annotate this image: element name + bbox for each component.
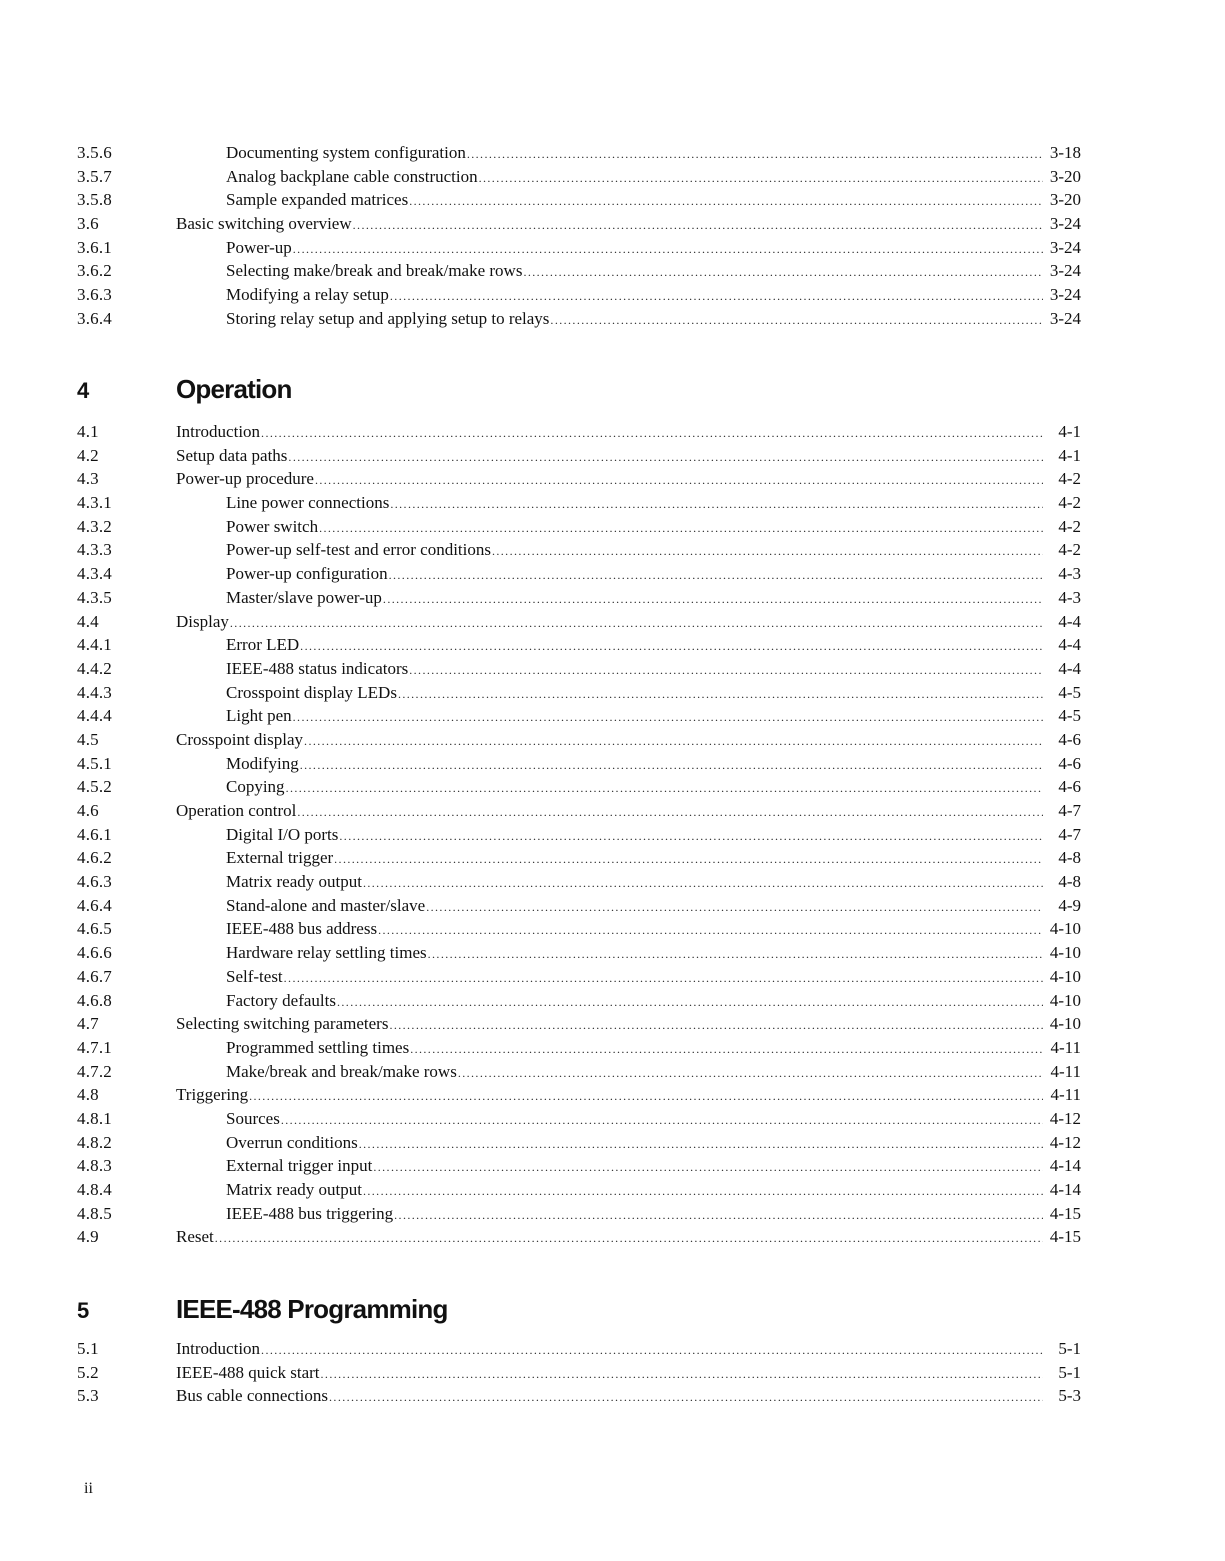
toc-entry-page: 4-2 bbox=[1058, 516, 1081, 536]
toc-entry[interactable] bbox=[77, 307, 1081, 331]
toc-entry[interactable] bbox=[77, 846, 1081, 870]
chapter-5-heading bbox=[77, 1294, 448, 1325]
toc-entry-number: 4.9 bbox=[77, 1227, 99, 1247]
toc-entry-body bbox=[176, 1337, 1081, 1363]
toc-entry-number: 4.6.1 bbox=[77, 824, 112, 844]
dot-leader bbox=[410, 1038, 1043, 1062]
toc-entry-number: 4.6.4 bbox=[77, 895, 112, 915]
toc-entry-page: 4-8 bbox=[1058, 872, 1081, 892]
toc-entry-number: 4.5.1 bbox=[77, 753, 112, 773]
toc-entry-number: 4.3.4 bbox=[77, 564, 112, 584]
toc-entry-body bbox=[176, 894, 1081, 920]
toc-entry-title: Selecting make/break and break/make rows bbox=[226, 261, 523, 281]
toc-entry-body bbox=[176, 586, 1081, 612]
toc-entry-body bbox=[176, 444, 1081, 470]
dot-leader bbox=[383, 588, 1043, 612]
toc-entry[interactable] bbox=[77, 752, 1081, 776]
toc-entry-body bbox=[176, 728, 1081, 754]
toc-entry[interactable] bbox=[77, 870, 1081, 894]
dot-leader bbox=[297, 801, 1043, 825]
toc-entry[interactable] bbox=[77, 1384, 1081, 1408]
toc-entry-body bbox=[176, 941, 1081, 967]
dot-leader bbox=[550, 309, 1043, 333]
toc-entry-body bbox=[176, 1131, 1081, 1157]
toc-entry-page: 4-8 bbox=[1058, 848, 1081, 868]
toc-entry[interactable] bbox=[77, 1154, 1081, 1178]
toc-entry-page: 4-10 bbox=[1049, 1014, 1081, 1034]
toc-entry-body bbox=[176, 752, 1081, 778]
toc-entry-body bbox=[176, 515, 1081, 541]
dot-leader bbox=[230, 612, 1043, 636]
toc-entry[interactable] bbox=[77, 212, 1081, 236]
chapter-title: IEEE-488 Programming bbox=[176, 1294, 448, 1324]
toc-entry-number: 4.4 bbox=[77, 611, 99, 631]
toc-entry-page: 4-6 bbox=[1058, 777, 1081, 797]
toc-entry-title: Overrun conditions bbox=[226, 1132, 358, 1152]
toc-entry-title: Power-up configuration bbox=[226, 564, 388, 584]
toc-entry-page: 4-3 bbox=[1058, 587, 1081, 607]
toc-entry-body bbox=[176, 1202, 1081, 1228]
toc-entry-number: 4.8.3 bbox=[77, 1156, 112, 1176]
toc-entry-title: Storing relay setup and applying setup to relays bbox=[226, 308, 550, 328]
toc-entry[interactable] bbox=[77, 823, 1081, 847]
toc-entry-body bbox=[176, 633, 1081, 659]
toc-section-5 bbox=[77, 1337, 1081, 1408]
dot-leader bbox=[523, 261, 1043, 285]
dot-leader bbox=[359, 1133, 1043, 1157]
toc-entry-number: 4.6.3 bbox=[77, 872, 112, 892]
toc-entry[interactable] bbox=[77, 259, 1081, 283]
dot-leader bbox=[288, 446, 1043, 470]
toc-entry[interactable] bbox=[77, 141, 1081, 165]
toc-entry-title: Make/break and break/make rows bbox=[226, 1061, 457, 1081]
toc-entry-page: 4-11 bbox=[1050, 1085, 1081, 1105]
toc-entry[interactable] bbox=[77, 965, 1081, 989]
dot-leader bbox=[378, 919, 1043, 943]
toc-entry-body bbox=[176, 610, 1081, 636]
toc-entry-body bbox=[176, 1178, 1081, 1204]
toc-entry-number: 4.4.2 bbox=[77, 658, 112, 678]
toc-entry-number: 3.5.7 bbox=[77, 166, 112, 186]
toc-entry-number: 4.3.5 bbox=[77, 587, 112, 607]
toc-entry-title: IEEE-488 bus address bbox=[226, 919, 378, 939]
toc-entry-title: Crosspoint display LEDs bbox=[226, 682, 397, 702]
toc-entry-body bbox=[176, 989, 1081, 1015]
toc-entry-number: 4.3.1 bbox=[77, 493, 112, 513]
toc-entry-title: Documenting system configuration bbox=[226, 143, 466, 162]
toc-entry-page: 4-1 bbox=[1058, 422, 1081, 441]
toc-entry[interactable] bbox=[77, 941, 1081, 965]
toc-entry-number: 3.6.4 bbox=[77, 308, 112, 328]
page-folio: ii bbox=[84, 1480, 93, 1497]
chapter-number: 5 bbox=[77, 1298, 90, 1323]
toc-entry-number: 4.6.6 bbox=[77, 943, 112, 963]
toc-entry-number: 4.3 bbox=[77, 469, 99, 489]
toc-entry-body bbox=[176, 538, 1081, 564]
toc-entry-body bbox=[176, 212, 1081, 238]
toc-entry-page: 4-2 bbox=[1058, 493, 1081, 513]
dot-leader bbox=[389, 1014, 1043, 1038]
dot-leader bbox=[334, 848, 1043, 872]
toc-entry-body bbox=[176, 1083, 1081, 1109]
toc-entry-body bbox=[176, 420, 1081, 446]
toc-entry-number: 3.6.3 bbox=[77, 285, 112, 305]
toc-entry[interactable] bbox=[77, 799, 1081, 823]
toc-entry-page: 4-2 bbox=[1058, 540, 1081, 560]
toc-entry-title: Sample expanded matrices bbox=[226, 190, 409, 210]
dot-leader bbox=[428, 943, 1043, 967]
dot-leader bbox=[426, 896, 1043, 920]
dot-leader bbox=[409, 659, 1043, 683]
toc-entry-number: 4.2 bbox=[77, 445, 99, 465]
dot-leader bbox=[293, 706, 1043, 730]
toc-entry-title: Basic switching overview bbox=[176, 214, 352, 234]
toc-entry-title: Reset bbox=[176, 1227, 214, 1247]
chapter-title: Operation bbox=[176, 374, 292, 404]
toc-entry-number: 4.4.1 bbox=[77, 635, 112, 655]
toc-entry-body bbox=[176, 141, 1081, 167]
toc-entry-title: Light pen bbox=[226, 706, 292, 726]
toc-entry-number: 4.6 bbox=[77, 801, 99, 820]
toc-entry-body bbox=[176, 681, 1081, 707]
toc-entry-body bbox=[176, 704, 1081, 730]
toc-entry-body bbox=[176, 965, 1081, 991]
toc-entry-title: Power-up self-test and error conditions bbox=[226, 540, 491, 560]
toc-entry[interactable] bbox=[77, 467, 1081, 491]
toc-entry-number: 4.6.2 bbox=[77, 848, 112, 868]
toc-entry-body bbox=[176, 1154, 1081, 1180]
toc-entry-page: 4-5 bbox=[1058, 682, 1081, 702]
toc-entry-page: 4-12 bbox=[1049, 1132, 1081, 1152]
toc-entry-title: Analog backplane cable construction bbox=[226, 166, 478, 186]
toc-entry-body bbox=[176, 188, 1081, 214]
toc-entry-page: 5-1 bbox=[1058, 1362, 1081, 1382]
toc-entry-title: Introduction bbox=[176, 1339, 261, 1358]
toc-entry-title: Setup data paths bbox=[176, 445, 288, 465]
toc-entry-title: Stand-alone and master/slave bbox=[226, 895, 426, 915]
toc-entry-title: Power switch bbox=[226, 516, 319, 536]
toc-entry[interactable] bbox=[77, 917, 1081, 941]
toc-entry[interactable] bbox=[77, 681, 1081, 705]
toc-entry-number: 4.3.3 bbox=[77, 540, 112, 560]
dot-leader bbox=[363, 1180, 1043, 1204]
toc-entry-page: 4-12 bbox=[1049, 1108, 1081, 1128]
toc-entry-page: 4-4 bbox=[1058, 658, 1081, 678]
toc-entry[interactable] bbox=[77, 1131, 1081, 1155]
toc-entry-title: Copying bbox=[226, 777, 285, 797]
toc-entry[interactable] bbox=[77, 633, 1081, 657]
dot-leader bbox=[339, 825, 1043, 849]
toc-entry-body bbox=[176, 870, 1081, 896]
toc-entry-title: Selecting switching parameters bbox=[176, 1014, 389, 1034]
toc-entry-number: 3.6.2 bbox=[77, 261, 112, 281]
toc-entry-number: 4.6.8 bbox=[77, 990, 112, 1010]
toc-entry-body bbox=[176, 491, 1081, 517]
toc-entry-title: Matrix ready output bbox=[226, 1180, 362, 1199]
dot-leader bbox=[315, 469, 1043, 493]
dot-leader bbox=[329, 1386, 1043, 1410]
toc-entry[interactable] bbox=[77, 236, 1081, 260]
toc-entry-page: 3-20 bbox=[1049, 190, 1081, 210]
toc-entry-body bbox=[176, 259, 1081, 285]
toc-entry-page: 4-10 bbox=[1049, 919, 1081, 939]
toc-entry[interactable] bbox=[77, 444, 1081, 468]
toc-entry-page: 3-20 bbox=[1049, 166, 1081, 186]
toc-entry-body bbox=[176, 1012, 1081, 1038]
toc-entry-number: 4.5.2 bbox=[77, 777, 112, 797]
toc-entry-page: 3-24 bbox=[1049, 308, 1081, 328]
toc-entry-title: Error LED bbox=[226, 635, 300, 655]
toc-entry-page: 4-10 bbox=[1049, 966, 1081, 986]
toc-entry-title: Sources bbox=[226, 1108, 280, 1128]
toc-entry-page: 5-1 bbox=[1058, 1339, 1081, 1358]
dot-leader bbox=[300, 754, 1043, 778]
chapter-number: 4 bbox=[77, 378, 90, 403]
toc-entry-page: 3-24 bbox=[1049, 261, 1081, 281]
toc-entry-number: 4.4.3 bbox=[77, 682, 112, 702]
toc-entry-title: Operation control bbox=[176, 801, 297, 820]
toc-entry-number: 4.4.4 bbox=[77, 706, 112, 726]
toc-entry-page: 4-6 bbox=[1058, 753, 1081, 773]
toc-entry[interactable] bbox=[77, 515, 1081, 539]
dot-leader bbox=[286, 777, 1043, 801]
toc-entry[interactable] bbox=[77, 1202, 1081, 1226]
toc-entry[interactable] bbox=[77, 283, 1081, 307]
toc-entry-page: 3-24 bbox=[1049, 285, 1081, 305]
toc-entry[interactable] bbox=[77, 1225, 1081, 1249]
dot-leader bbox=[261, 422, 1043, 446]
toc-entry-number: 4.7 bbox=[77, 1014, 99, 1034]
toc-entry-title: Modifying bbox=[226, 753, 299, 773]
dot-leader bbox=[337, 991, 1043, 1015]
toc-entry-page: 4-1 bbox=[1058, 445, 1081, 465]
toc-entry-title: Introduction bbox=[176, 422, 261, 441]
toc-entry[interactable] bbox=[77, 586, 1081, 610]
toc-entry-page: 5-3 bbox=[1058, 1386, 1081, 1406]
toc-entry-number: 4.5 bbox=[77, 729, 99, 749]
toc-entry-title: IEEE-488 quick start bbox=[176, 1362, 320, 1382]
toc-entry-page: 4-15 bbox=[1049, 1203, 1081, 1223]
toc-entry-title: Bus cable connections bbox=[176, 1386, 329, 1406]
toc-entry-number: 4.8.5 bbox=[77, 1203, 112, 1223]
toc-entry-page: 4-3 bbox=[1058, 564, 1081, 584]
toc-entry[interactable] bbox=[77, 775, 1081, 799]
dot-leader bbox=[249, 1085, 1043, 1109]
toc-entry-body bbox=[176, 307, 1081, 333]
toc-entry-title: Factory defaults bbox=[226, 990, 336, 1010]
dot-leader bbox=[261, 1339, 1043, 1363]
dot-leader bbox=[394, 1204, 1043, 1228]
toc-entry-page: 4-6 bbox=[1058, 729, 1081, 749]
toc-entry-number: 5.3 bbox=[77, 1386, 99, 1406]
toc-entry-title: External trigger bbox=[226, 848, 334, 868]
toc-entry-page: 4-5 bbox=[1058, 706, 1081, 726]
toc-entry-body bbox=[176, 236, 1081, 262]
toc-entry-page: 4-11 bbox=[1050, 1061, 1081, 1081]
toc-entry-number: 3.5.8 bbox=[77, 190, 112, 210]
toc-entry-page: 3-24 bbox=[1049, 214, 1081, 234]
dot-leader bbox=[390, 285, 1043, 309]
toc-entry-page: 4-14 bbox=[1049, 1180, 1081, 1199]
toc-entry-page: 4-2 bbox=[1058, 469, 1081, 489]
toc-entry-body bbox=[176, 165, 1081, 191]
toc-entry-body bbox=[176, 1384, 1081, 1410]
toc-entry-title: Self-test bbox=[226, 966, 283, 986]
dot-leader bbox=[363, 872, 1043, 896]
toc-entry[interactable] bbox=[77, 1012, 1081, 1036]
toc-entry-title: Modifying a relay setup bbox=[226, 285, 389, 305]
toc-entry-title: Line power connections bbox=[226, 493, 390, 513]
toc-entry[interactable] bbox=[77, 704, 1081, 728]
toc-entry-page: 4-7 bbox=[1058, 801, 1081, 820]
toc-entry[interactable] bbox=[77, 188, 1081, 212]
dot-leader bbox=[458, 1062, 1043, 1086]
toc-entry-page: 4-7 bbox=[1058, 824, 1081, 844]
toc-entry-title: Triggering bbox=[176, 1085, 249, 1105]
toc-entry-number: 4.1 bbox=[77, 422, 99, 441]
toc-entry-page: 4-4 bbox=[1058, 635, 1081, 655]
toc-entry-body bbox=[176, 562, 1081, 588]
toc-entry-number: 4.7.2 bbox=[77, 1061, 112, 1081]
toc-entry-title: Hardware relay settling times bbox=[226, 943, 427, 963]
toc-entry-number: 4.6.7 bbox=[77, 966, 112, 986]
toc-entry[interactable] bbox=[77, 1337, 1081, 1361]
toc-entry-page: 4-15 bbox=[1049, 1227, 1081, 1247]
toc-entry[interactable] bbox=[77, 1178, 1081, 1202]
toc-entry[interactable] bbox=[77, 1361, 1081, 1385]
toc-entry-body bbox=[176, 1036, 1081, 1062]
dot-leader bbox=[409, 190, 1043, 214]
dot-leader bbox=[353, 214, 1043, 238]
toc-entry[interactable] bbox=[77, 894, 1081, 918]
toc-entry-number: 4.3.2 bbox=[77, 516, 112, 536]
toc-entry-body bbox=[176, 657, 1081, 683]
toc-entry-body bbox=[176, 1225, 1081, 1251]
dot-leader bbox=[215, 1227, 1043, 1251]
toc-entry-page: 3-24 bbox=[1049, 237, 1081, 257]
toc-entry-number: 4.8 bbox=[77, 1085, 99, 1105]
toc-entry-page: 4-4 bbox=[1058, 611, 1081, 631]
dot-leader bbox=[467, 143, 1043, 167]
toc-entry[interactable] bbox=[77, 657, 1081, 681]
dot-leader bbox=[293, 238, 1043, 262]
toc-entry-number: 4.6.5 bbox=[77, 919, 112, 939]
dot-leader bbox=[321, 1363, 1043, 1387]
toc-entry-page: 4-14 bbox=[1049, 1156, 1081, 1176]
dot-leader bbox=[492, 540, 1043, 564]
toc-entry-number: 3.5.6 bbox=[77, 143, 112, 162]
dot-leader bbox=[398, 683, 1043, 707]
toc-entry-title: IEEE-488 bus triggering bbox=[226, 1203, 394, 1223]
toc-entry-title: Matrix ready output bbox=[226, 872, 362, 892]
toc-entry[interactable] bbox=[77, 538, 1081, 562]
toc-entry-title: Crosspoint display bbox=[176, 729, 304, 749]
toc-entry-title: Master/slave power-up bbox=[226, 587, 382, 607]
toc-section-4 bbox=[77, 420, 1081, 1249]
toc-entry[interactable] bbox=[77, 989, 1081, 1013]
toc-entry-number: 5.1 bbox=[77, 1339, 99, 1358]
dot-leader bbox=[373, 1156, 1043, 1180]
toc-entry[interactable] bbox=[77, 165, 1081, 189]
toc-entry-title: Power-up procedure bbox=[176, 469, 314, 489]
dot-leader bbox=[304, 730, 1043, 754]
toc-entry-number: 5.2 bbox=[77, 1362, 99, 1382]
toc-entry[interactable] bbox=[77, 1083, 1081, 1107]
dot-leader bbox=[389, 564, 1043, 588]
toc-entry-body bbox=[176, 1060, 1081, 1086]
toc-entry-number: 4.7.1 bbox=[77, 1037, 112, 1057]
toc-entry[interactable] bbox=[77, 1107, 1081, 1131]
toc-entry-title: External trigger input bbox=[226, 1156, 373, 1176]
toc-entry-number: 4.8.4 bbox=[77, 1180, 112, 1199]
toc-entry-number: 4.8.2 bbox=[77, 1132, 112, 1152]
toc-entry-page: 4-9 bbox=[1058, 895, 1081, 915]
toc-entry-title: IEEE-488 status indicators bbox=[226, 658, 409, 678]
toc-entry-number: 4.8.1 bbox=[77, 1108, 112, 1128]
toc-entry-page: 4-11 bbox=[1050, 1037, 1081, 1057]
dot-leader bbox=[319, 517, 1043, 541]
toc-entry-body bbox=[176, 846, 1081, 872]
chapter-4-heading bbox=[77, 374, 292, 405]
toc-entry-page: 3-18 bbox=[1049, 143, 1081, 162]
toc-entry[interactable] bbox=[77, 1060, 1081, 1084]
toc-entry-number: 3.6.1 bbox=[77, 237, 112, 257]
toc-entry-body bbox=[176, 1107, 1081, 1133]
toc-entry-title: Power-up bbox=[226, 237, 292, 257]
toc-entry[interactable] bbox=[77, 491, 1081, 515]
toc-entry[interactable] bbox=[77, 1036, 1081, 1060]
toc-entry-body bbox=[176, 1361, 1081, 1387]
toc-entry-title: Digital I/O ports bbox=[226, 824, 339, 844]
dot-leader bbox=[300, 635, 1043, 659]
toc-entry-body bbox=[176, 823, 1081, 849]
toc-entry-body bbox=[176, 283, 1081, 309]
dot-leader bbox=[284, 967, 1043, 991]
toc-entry[interactable] bbox=[77, 420, 1081, 444]
toc-entry-body bbox=[176, 917, 1081, 943]
toc-entry[interactable] bbox=[77, 610, 1081, 634]
toc-entry-body bbox=[176, 799, 1081, 825]
dot-leader bbox=[390, 493, 1043, 517]
toc-entry-page: 4-10 bbox=[1049, 990, 1081, 1010]
toc-section-3-continued bbox=[77, 141, 1081, 331]
toc-entry-body bbox=[176, 775, 1081, 801]
toc-entry-page: 4-10 bbox=[1049, 943, 1081, 963]
toc-entry-title: Programmed settling times bbox=[226, 1037, 410, 1057]
toc-entry[interactable] bbox=[77, 562, 1081, 586]
dot-leader bbox=[479, 167, 1043, 191]
dot-leader bbox=[281, 1109, 1043, 1133]
toc-entry-body bbox=[176, 467, 1081, 493]
toc-entry-number: 3.6 bbox=[77, 214, 99, 234]
toc-entry-title: Display bbox=[176, 611, 229, 631]
toc-entry[interactable] bbox=[77, 728, 1081, 752]
